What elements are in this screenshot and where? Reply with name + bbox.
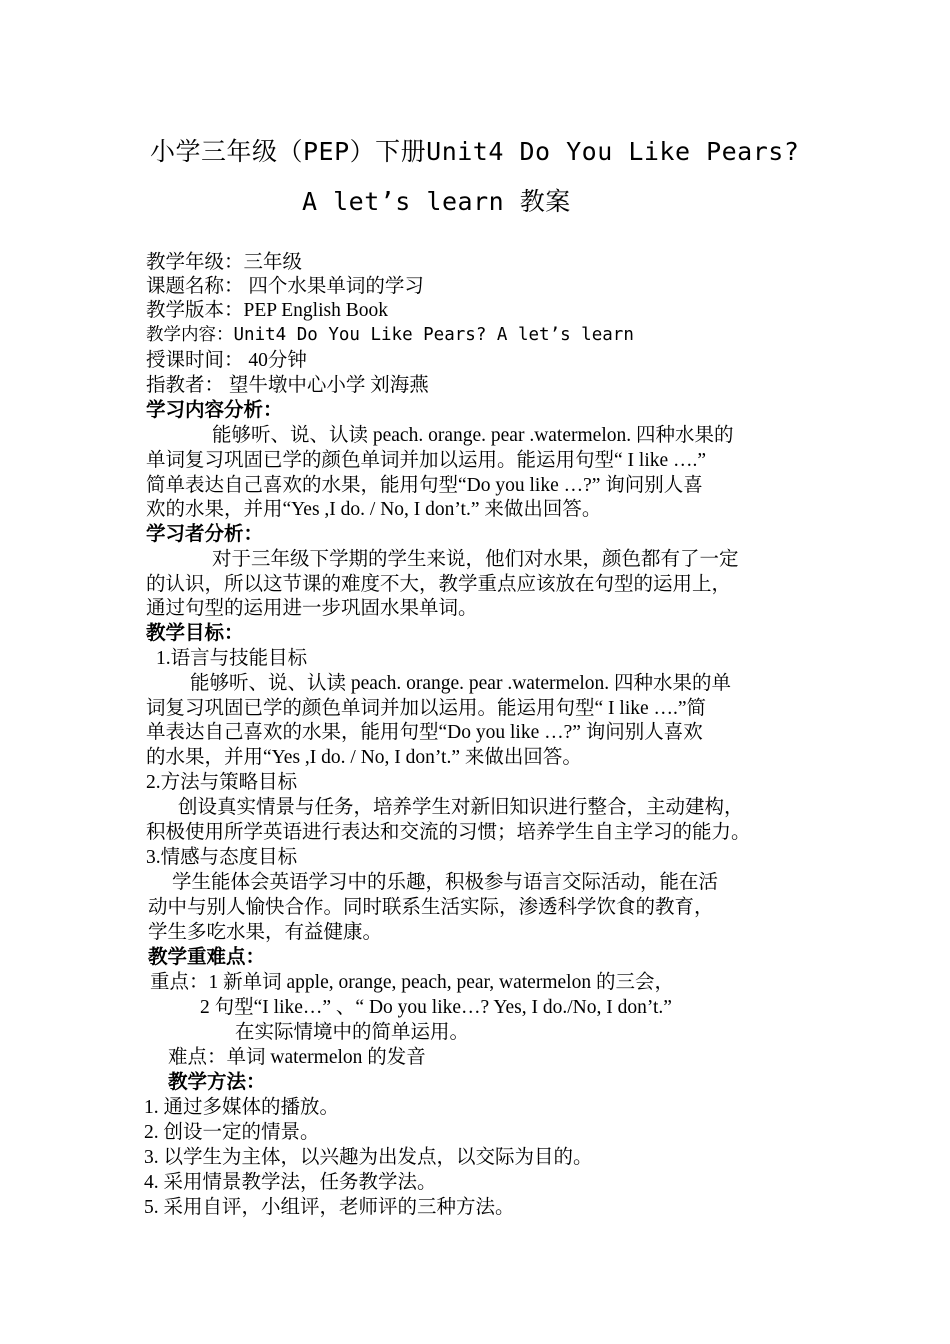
key-point-1: 重点：1 新单词 apple, orange, peach, pear, watermelon 的三会， — [150, 972, 674, 993]
difficulty-point: 难点：单词 watermelon 的发音 — [168, 1047, 426, 1068]
method-item: 3. 以学生为主体，以兴趣为出发点，以交际为目的。 — [144, 1147, 593, 1168]
goal1-line: 能够听、说、认读 peach. orange. pear .watermelon. 四种水果的单 — [190, 673, 731, 694]
key-points-heading: 教学重难点： — [148, 947, 266, 968]
learner-analysis-line: 通过句型的运用进一步巩固水果单词。 — [146, 598, 478, 619]
goal2-title: 2.方法与策略目标 — [146, 772, 298, 793]
methods-heading: 教学方法： — [168, 1072, 266, 1093]
document-title: 小学三年级（PEP）下册Unit4 Do You Like Pears? — [150, 137, 800, 166]
method-item: 5. 采用自评，小组评，老师评的三种方法。 — [144, 1197, 515, 1218]
goal1-line: 词复习巩固已学的颜色单词并加以运用。能运用句型“ I like ….”简 — [146, 698, 707, 719]
key-point-2: 2 句型“I like…” 、“ Do you like…? Yes, I do./No, I don’t.” — [200, 997, 672, 1018]
document-subtitle: A let’s learn 教案 — [302, 187, 571, 216]
info-content: 教学内容：Unit4 Do You Like Pears? A let’s learn — [146, 325, 634, 345]
content-analysis-line: 欢的水果，并用“Yes ,I do. / No, I don’t.” 来做出回答。 — [146, 499, 602, 520]
key-point-2-continued: 在实际情境中的简单运用。 — [235, 1022, 470, 1043]
goal3-line: 动中与别人愉快合作。同时联系生活实际，渗透科学饮食的教育， — [148, 897, 714, 918]
goal2-line: 创设真实情景与任务，培养学生对新旧知识进行整合，主动建构， — [178, 797, 744, 818]
goal3-line: 学生能体会英语学习中的乐趣，积极参与语言交际活动，能在活 — [172, 872, 719, 893]
goal1-line: 单表达自己喜欢的水果，能用句型“Do you like …?” 询问别人喜欢 — [146, 722, 703, 743]
method-item: 1. 通过多媒体的播放。 — [144, 1097, 340, 1118]
objectives-heading: 教学目标： — [146, 623, 244, 644]
info-teacher: 指教者： 望牛墩中心小学 刘海燕 — [146, 375, 429, 396]
goal3-line: 学生多吃水果，有益健康。 — [148, 922, 383, 943]
info-topic: 课题名称： 四个水果单词的学习 — [146, 276, 424, 297]
content-analysis-line: 简单表达自己喜欢的水果，能用句型“Do you like …?” 询问别人喜 — [146, 475, 703, 496]
goal2-line: 积极使用所学英语进行表达和交流的习惯；培养学生自主学习的能力。 — [146, 822, 751, 843]
info-time: 授课时间： 40分钟 — [146, 350, 307, 371]
learner-analysis-line: 的认识，所以这节课的难度不大，教学重点应该放在句型的运用上， — [146, 574, 732, 595]
method-item: 4. 采用情景教学法，任务教学法。 — [144, 1172, 437, 1193]
info-grade: 教学年级：三年级 — [146, 252, 303, 273]
goal1-title: 1.语言与技能目标 — [156, 648, 308, 669]
method-item: 2. 创设一定的情景。 — [144, 1122, 320, 1143]
content-analysis-line: 单词复习巩固已学的颜色单词并加以运用。能运用句型“ I like ….” — [146, 450, 707, 471]
info-edition: 教学版本：PEP English Book — [146, 300, 388, 321]
learner-analysis-heading: 学习者分析： — [146, 524, 264, 545]
goal1-line: 的水果，并用“Yes ,I do. / No, I don’t.” 来做出回答。 — [146, 747, 582, 768]
content-analysis-heading: 学习内容分析： — [146, 400, 283, 421]
goal3-title: 3.情感与态度目标 — [146, 847, 298, 868]
content-analysis-line: 能够听、说、认读 peach. orange. pear .watermelon. 四种水果的 — [212, 425, 734, 446]
learner-analysis-line: 对于三年级下学期的学生来说，他们对水果，颜色都有了一定 — [212, 549, 739, 570]
